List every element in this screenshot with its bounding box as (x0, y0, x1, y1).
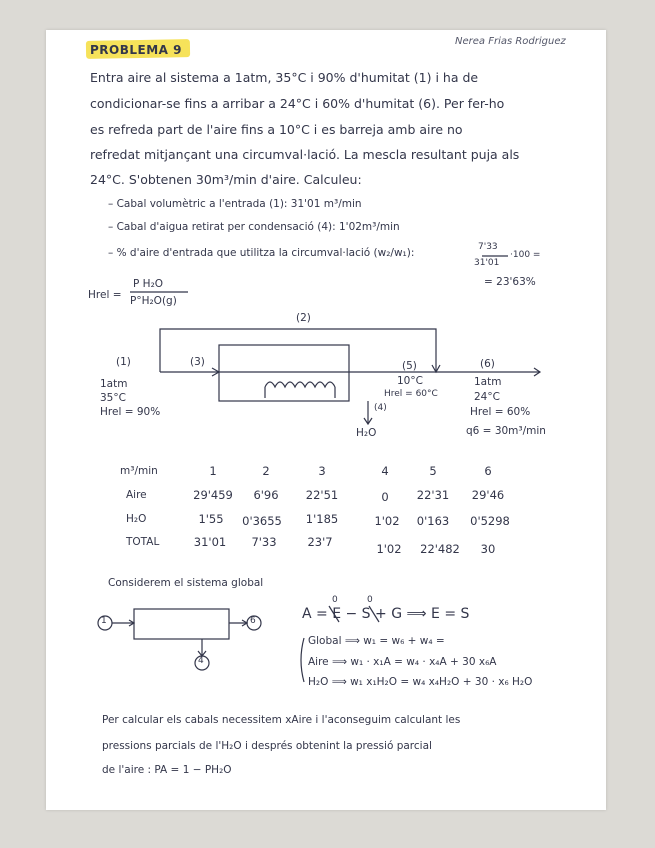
table-cell: 0 (381, 490, 389, 504)
fraction-numerator: 7'33 (478, 242, 498, 252)
table-cell: 22'482 (420, 542, 460, 556)
conclusion-line: de l'aire : PA = 1 − PH₂O (102, 764, 232, 776)
table-cell: 7'33 (251, 535, 277, 549)
table-cell: 30 (480, 542, 496, 556)
table-column-header: 4 (381, 464, 389, 478)
table-cell: 1'185 (305, 512, 339, 526)
node-1-circle (98, 616, 112, 630)
fraction-result: = 23'63% (484, 276, 536, 288)
table-cell: 31'01 (193, 535, 227, 549)
question-line: – Cabal d'aigua retirat per condensació (4): 1'02m³/min (108, 221, 400, 233)
mini-inlet-label: 1 (101, 616, 107, 626)
table-cell: 0'3655 (242, 514, 282, 528)
problem-title: PROBLEMA 9 (90, 43, 182, 57)
mini-bottom-label: 4 (198, 656, 204, 666)
cooler-box (219, 345, 349, 401)
table-cell: 1'55 (198, 512, 224, 526)
statement-line: es refreda part de l'aire fins a 10°C i es barreja amb aire no (90, 122, 463, 137)
stream-2-label: (2) (296, 312, 311, 324)
table-cell: 22'51 (305, 488, 339, 502)
outlet-condition: 1atm (474, 376, 502, 388)
hrel-label: Hrel = (88, 289, 122, 301)
stream-6-label: (6) (480, 358, 495, 370)
author-name: Nerea Frias Rodriguez (455, 36, 566, 47)
global-system-note: Considerem el sistema global (108, 577, 264, 589)
table-column-header: 5 (429, 464, 437, 478)
question-line: – % d'aire d'entrada que utilitza la circumval·lació (w₂/w₁): (108, 247, 415, 259)
table-cell: 0'163 (416, 514, 450, 528)
node-6-circle (247, 616, 261, 630)
node-4-circle (195, 656, 209, 670)
outlet-condition: q6 = 30m³/min (466, 425, 546, 437)
balance-equation: A = E − S + G ⟹ E = S (302, 606, 470, 622)
statement-line: 24°C. S'obtenen 30m³/min d'aire. Calculeu: (90, 172, 362, 187)
stream-1-label: (1) (116, 356, 131, 368)
outlet-condition: 24°C (474, 391, 500, 403)
mini-outlet-label: 6 (250, 616, 256, 626)
cancel-mark: 0 (332, 595, 338, 605)
statement-line: condicionar-se fins a arribar a 24°C i 60% d'humitat (6). Per fer-ho (90, 96, 505, 111)
hrel-numerator: P H₂O (133, 278, 164, 290)
stream-5-condition: 10°C (397, 375, 423, 387)
table-cell: 1'02 (374, 514, 400, 528)
table-column-header: 2 (262, 464, 270, 478)
table-cell: 23'7 (307, 535, 333, 549)
stream-3-label: (3) (190, 356, 205, 368)
conclusion-line: pressions parcials de l'H₂O i després obtenint la pressió parcial (102, 740, 432, 752)
table-cell: 0'5298 (470, 514, 510, 528)
table-column-header: 1 (209, 464, 217, 478)
stream-5-condition: Hrel = 60°C (384, 389, 438, 399)
bypass-line (160, 329, 436, 372)
inlet-condition: 35°C (100, 392, 126, 404)
balance-air: Aire ⟹ w₁ · x₁A = w₄ · x₄A + 30 x₆A (308, 656, 497, 668)
inlet-condition: Hrel = 90% (100, 406, 161, 418)
cancel-mark: 0 (367, 595, 373, 605)
table-cell: 29'459 (193, 488, 233, 502)
table-cell: 29'46 (471, 488, 505, 502)
inlet-condition: 1atm (100, 378, 128, 390)
table-column-header: 3 (318, 464, 326, 478)
stream-4-label: (4) (374, 403, 387, 413)
outlet-condition: Hrel = 60% (470, 406, 531, 418)
water-label: H₂O (356, 427, 377, 439)
table-cell: 1'02 (376, 542, 402, 556)
table-row-label: Aire (126, 489, 147, 501)
statement-line: Entra aire al sistema a 1atm, 35°C i 90% d'humitat (1) i ha de (90, 70, 479, 85)
stream-5-label: (5) (402, 360, 417, 372)
table-unit: m³/min (120, 465, 158, 477)
balance-water: H₂O ⟹ w₁ x₁H₂O = w₄ x₄H₂O + 30 · x₆ H₂O (308, 676, 533, 688)
fraction-denominator: 31'01 (474, 258, 500, 268)
coil-icon (265, 382, 335, 387)
conclusion-line: Per calcular els cabals necessitem xAire i l'aconseguim calculant les (102, 714, 461, 726)
table-cell: 22'31 (416, 488, 450, 502)
table-row-label: TOTAL (126, 536, 160, 548)
statement-line: refredat mitjançant una circumval·lació. La mescla resultant puja als (90, 147, 520, 162)
question-line: – Cabal volumètric a l'entrada (1): 31'01 m³/min (108, 198, 362, 210)
table-cell: 6'96 (253, 488, 279, 502)
hrel-denominator: P°H₂O(g) (130, 295, 177, 307)
fraction-tail: ·100 = (510, 250, 541, 260)
balance-global: Global ⟹ w₁ = w₆ + w₄ = (308, 635, 445, 647)
table-row-label: H₂O (126, 513, 147, 525)
table-column-header: 6 (484, 464, 492, 478)
mini-system-box (134, 609, 229, 639)
